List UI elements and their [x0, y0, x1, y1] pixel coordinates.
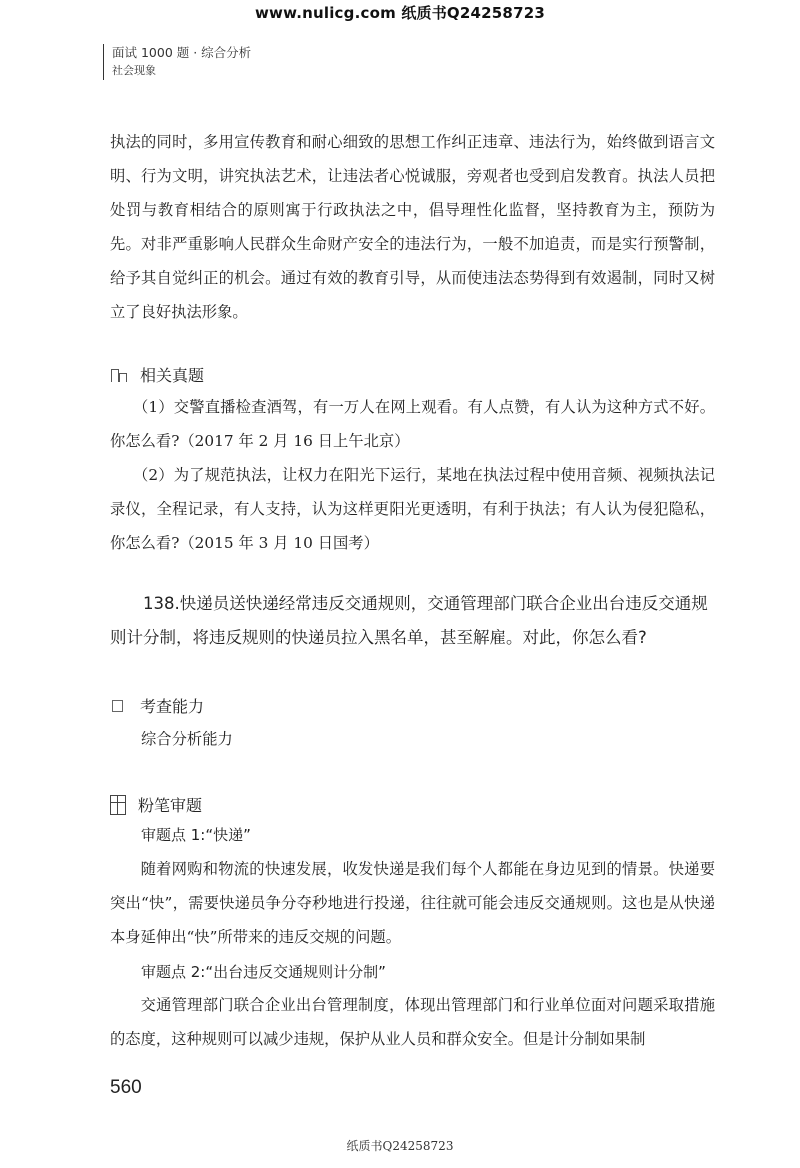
analysis-point-2-label: 审题点 2:“出台违反交通规则计分制” [141, 963, 386, 981]
analysis-section-heading [110, 793, 202, 816]
bottom-watermark: 纸质书Q24258723 [346, 1139, 454, 1153]
analysis-point-1-text: 随着网购和物流的快速发展，收发快递是我们每个人都能在身边见到的情景。快递要突出“快”，需要快递员争分夺秒地进行投递，往往就可能会违反交通规则。这也是从快递本身延伸出“快”所带来的违反交规的问题。 [110, 860, 715, 946]
grid-icon [110, 795, 126, 815]
page-number: 560 [110, 1077, 142, 1098]
ability-text: 综合分析能力 [141, 730, 233, 748]
running-head [103, 44, 251, 80]
book-title: 面试 1000 题 · 综合分析 [112, 45, 252, 60]
question-138 [110, 587, 715, 655]
target-icon [110, 699, 128, 713]
related-section-heading [110, 363, 204, 386]
chapter-title: 社会现象 [112, 64, 156, 77]
intro-paragraph: 执法的同时，多用宣传教育和耐心细致的思想工作纠正违章、违法行为，始终做到语言文明、行为文明，讲究执法艺术，让违法者心悦诚服，旁观者也受到启发教育。执法人员把处罚与教育相结合的原则寓于行政执法之中，倡导理性化监督，坚持教育为主，预防为先。对非严重影响人民群众生命财产安全的违法行为，一般不加追责，而是实行预警制，给予其自觉纠正的机会。通过有效的教育引导，从而使违法态势得到有效遏制，同时又树立了良好执法形象。 [110, 133, 715, 321]
ability-heading-text: 考查能力 [140, 697, 205, 716]
analysis-point-2-text: 交通管理部门联合企业出台管理制度，体现出管理部门和行业单位面对问题采取措施的态度，这种规则可以减少违规，保护从业人员和群众安全。但是计分制如果制 [110, 996, 715, 1048]
related-item-1: （1）交警直播检查酒驾，有一万人在网上观看。有人点赞，有人认为这种方式不好。你怎么看?（2017 年 2 月 16 日上午北京） [110, 398, 715, 450]
related-item-2: （2）为了规范执法，让权力在阳光下运行，某地在执法过程中使用音频、视频执法记录仪，全程记录，有人支持，认为这样更阳光更透明，有利于执法；有人认为侵犯隐私，你怎么看?（2015 年 3 月 10 日国考） [110, 466, 715, 552]
ability-section-heading [110, 694, 204, 717]
books-icon [110, 368, 128, 382]
analysis-point-1-label: 审题点 1:“快递” [141, 826, 251, 844]
related-heading-text: 相关真题 [140, 366, 205, 385]
question-text: 快递员送快递经常违反交通规则，交通管理部门联合企业出台违反交通规则计分制，将违反规则的快递员拉入黑名单，甚至解雇。对此，你怎么看? [110, 594, 708, 647]
analysis-heading-text: 粉笔审题 [138, 796, 203, 815]
question-number: 138. [143, 594, 180, 613]
top-watermark: www.nulicg.com 纸质书Q24258723 [255, 4, 545, 22]
